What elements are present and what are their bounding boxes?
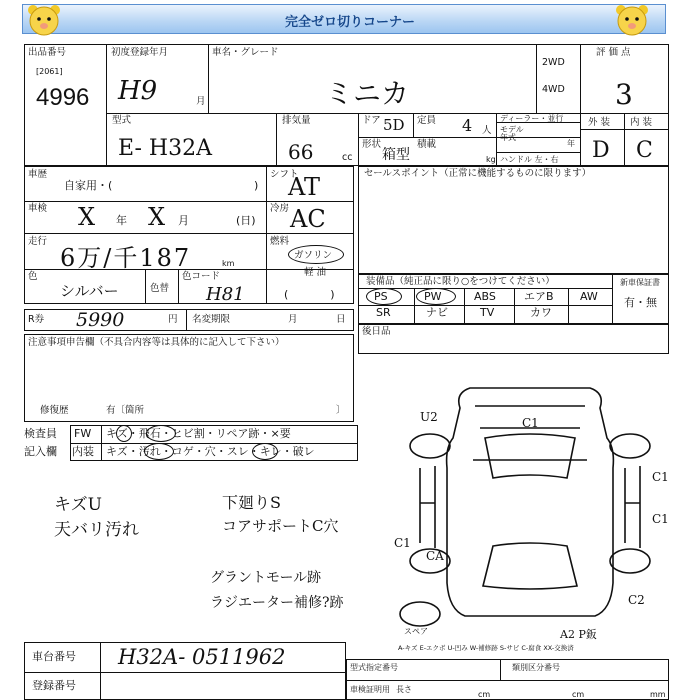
recycle-value: 5990 bbox=[76, 309, 125, 331]
grade-value: 3 bbox=[615, 78, 633, 111]
interior-label: 内 装 bbox=[630, 117, 653, 128]
front-right-tire bbox=[610, 434, 650, 458]
handle-label: ハンドル 左・右 bbox=[500, 155, 559, 164]
reg-month-unit: 月 bbox=[196, 96, 206, 107]
interior-items: キズ・汚れ・コゲ・穴・スレ・キレ・破レ bbox=[106, 445, 315, 458]
pw-circle bbox=[416, 288, 456, 305]
equip-sr: SR bbox=[376, 306, 391, 319]
inspect-year: X bbox=[78, 203, 96, 231]
type-label: 型式指定番号 bbox=[350, 663, 398, 672]
mileage-value: 6万/千187 bbox=[60, 244, 192, 272]
mark-c1-r1: C1 bbox=[652, 470, 669, 484]
equipment-label: 装備品（純正品に限り○をつけてください） bbox=[366, 276, 555, 287]
rear-label: 後日品 bbox=[362, 326, 391, 337]
km-unit: km bbox=[222, 259, 235, 268]
windshield bbox=[485, 434, 575, 478]
mark-a2: A2 P鈑 bbox=[560, 628, 597, 641]
warranty-label: 新車保証書 bbox=[620, 278, 660, 287]
inspect-month: X bbox=[148, 203, 166, 231]
rear-frame bbox=[358, 324, 669, 354]
reg-value: H9 bbox=[118, 76, 158, 106]
cm-unit-1: cm bbox=[478, 690, 491, 699]
banner-title: 完全ゼロ切りコーナー bbox=[284, 15, 415, 30]
history-close: ) bbox=[254, 179, 259, 192]
class-label: 類別区分番号 bbox=[512, 663, 560, 672]
ac-value: AC bbox=[290, 205, 326, 233]
inspect-month-unit: 月 bbox=[178, 214, 189, 227]
fuel-diesel: 軽 油 bbox=[304, 267, 327, 278]
entry-label: 記入欄 bbox=[24, 445, 57, 458]
side-left bbox=[420, 466, 435, 548]
equip-airbag: エアB bbox=[524, 290, 554, 303]
mark-c1-left: C1 bbox=[394, 536, 411, 550]
dealer-label: ディーラー・並行 bbox=[500, 114, 564, 123]
note-left-2: 天バリ汚れ bbox=[54, 520, 139, 540]
fuel-paren: ( ) bbox=[284, 288, 335, 301]
fuel-gas-circle bbox=[288, 245, 344, 264]
length-label: 長さ bbox=[396, 685, 412, 694]
chassis-value: H32A- 0511962 bbox=[118, 645, 286, 669]
fw-kizu-circle bbox=[116, 425, 132, 442]
warranty-value: 有・無 bbox=[624, 296, 657, 309]
color-code-label: 色コード bbox=[182, 271, 221, 282]
shift-label: シフト bbox=[270, 169, 299, 180]
capacity-label: 定員 bbox=[417, 115, 437, 126]
reg-no-label: 登録番号 bbox=[32, 679, 76, 692]
disp-label: 排気量 bbox=[282, 115, 311, 126]
mileage-label: 走行 bbox=[28, 236, 48, 247]
model-value: E- H32A bbox=[118, 136, 212, 161]
fuel-label: 燃料 bbox=[270, 236, 290, 247]
color-value: シルバー bbox=[60, 282, 119, 300]
exterior-label: 外 装 bbox=[588, 117, 611, 128]
front-left-tire bbox=[410, 434, 450, 458]
year-unit: 年 bbox=[567, 139, 575, 148]
int-yogore-circle bbox=[144, 443, 174, 460]
recycle-label: R券 bbox=[28, 314, 45, 325]
exterior-value: D bbox=[592, 138, 610, 163]
door-value: 5D bbox=[383, 116, 405, 134]
repair-label: 修復歴 bbox=[40, 405, 69, 416]
lot-label: 出品番号 bbox=[28, 47, 67, 58]
interior-value: C bbox=[636, 138, 653, 163]
shift-value: AT bbox=[288, 173, 321, 201]
yen-unit: 円 bbox=[168, 314, 178, 325]
disp-value: 66 bbox=[288, 140, 314, 164]
chassis-label: 車台番号 bbox=[32, 650, 76, 663]
mark-c1-r2: C1 bbox=[652, 512, 669, 526]
inspect-day-unit: (日) bbox=[236, 214, 256, 227]
diagram-legend: A-キズ E-エクボ U-凹み W-補修跡 S-サビ C-腐食 XX-交換済 bbox=[398, 644, 574, 652]
fuel-gas: ガソリン bbox=[294, 250, 333, 261]
meigi-label: 名変期限 bbox=[192, 314, 231, 325]
meigi-day: 日 bbox=[336, 314, 346, 325]
load-label: 積載 bbox=[417, 139, 437, 150]
cm-unit-2: cm bbox=[572, 690, 585, 699]
size-label: 車検証明用 bbox=[350, 685, 390, 694]
history-value: 自家用・( bbox=[64, 179, 113, 192]
recycle-frame bbox=[24, 309, 354, 331]
mark-c2: C2 bbox=[628, 593, 645, 607]
hood-line bbox=[473, 406, 587, 460]
meigi-month: 月 bbox=[288, 314, 298, 325]
note-right-3: グラントモール跡 bbox=[210, 570, 322, 586]
selling-frame bbox=[358, 166, 669, 274]
rear-right-tire bbox=[610, 549, 650, 573]
equip-navi: ナビ bbox=[426, 306, 448, 319]
shape-value: 箱型 bbox=[382, 147, 410, 163]
ac-label: 冷房 bbox=[270, 203, 290, 214]
fw-tobi-circle bbox=[146, 425, 176, 442]
history-label: 車歴 bbox=[28, 169, 48, 180]
fw-items: キズ・飛石・ヒビ割・リペア跡・×要 bbox=[106, 427, 291, 440]
side-right bbox=[625, 466, 640, 548]
mark-u2: U2 bbox=[420, 410, 438, 424]
rear-window bbox=[483, 543, 577, 589]
name-label: 車名・グレード bbox=[212, 47, 279, 58]
door-label: ドア bbox=[362, 115, 381, 126]
reg-label: 初度登録年月 bbox=[111, 47, 169, 58]
repair-close: 〕 bbox=[336, 405, 346, 416]
car-name: ミニカ bbox=[325, 77, 410, 110]
grade-label: 評 価 点 bbox=[596, 47, 631, 58]
int-sure-circle bbox=[252, 443, 278, 460]
ps-circle bbox=[366, 288, 402, 305]
equip-kawa: カワ bbox=[530, 306, 552, 319]
note-left-1: キズU bbox=[54, 495, 102, 515]
equip-abs: ABS bbox=[474, 290, 496, 303]
capacity-value: 4 bbox=[462, 116, 473, 135]
inspector-label: 検査員 bbox=[24, 427, 57, 440]
color-no-label: 色替 bbox=[150, 283, 170, 294]
note-right-4: ラジエーター補修?跡 bbox=[210, 595, 344, 611]
equip-ps: PS bbox=[374, 290, 388, 303]
inspect-label: 車検 bbox=[28, 203, 48, 214]
lot-small: [2061] bbox=[36, 67, 63, 76]
repair-value: 有〔箇所 bbox=[106, 405, 145, 416]
spare-tire bbox=[400, 602, 440, 626]
equip-aw: AW bbox=[580, 290, 598, 303]
disp-unit: cc bbox=[342, 152, 353, 163]
model-year-label: モデル年式 bbox=[500, 125, 524, 142]
drive-4wd: 4WD bbox=[542, 84, 565, 95]
mark-c1-top: C1 bbox=[522, 416, 539, 430]
selling-label: セールスポイント（正常に機能するものに限ります） bbox=[364, 168, 592, 179]
notes-label: 注意事項申告欄（不具合内容等は具体的に記入して下さい） bbox=[28, 337, 285, 348]
equip-pw: PW bbox=[424, 290, 442, 303]
mark-ca: CA bbox=[426, 549, 444, 563]
capacity-unit: 人 bbox=[482, 125, 492, 136]
equip-tv: TV bbox=[480, 306, 495, 319]
shape-label: 形状 bbox=[362, 139, 382, 150]
note-right-1: 下廻りS bbox=[222, 493, 281, 512]
spare-label: スペア bbox=[404, 627, 428, 636]
fw-label: FW bbox=[74, 427, 92, 440]
lot-number: 4996 bbox=[36, 84, 90, 111]
bear-logo-left-icon bbox=[24, 2, 64, 38]
bear-logo-right-icon bbox=[612, 2, 652, 38]
model-label: 型式 bbox=[112, 115, 132, 126]
color-code-value: H81 bbox=[206, 284, 245, 305]
interior-row-label: 内装 bbox=[72, 445, 94, 458]
drive-2wd: 2WD bbox=[542, 57, 565, 68]
color-label: 色 bbox=[28, 271, 38, 282]
note-right-2: コアサポートC穴 bbox=[222, 517, 339, 535]
inspect-year-unit: 年 bbox=[116, 214, 127, 227]
mm-unit: mm bbox=[650, 690, 666, 699]
load-unit: kg bbox=[486, 155, 496, 164]
